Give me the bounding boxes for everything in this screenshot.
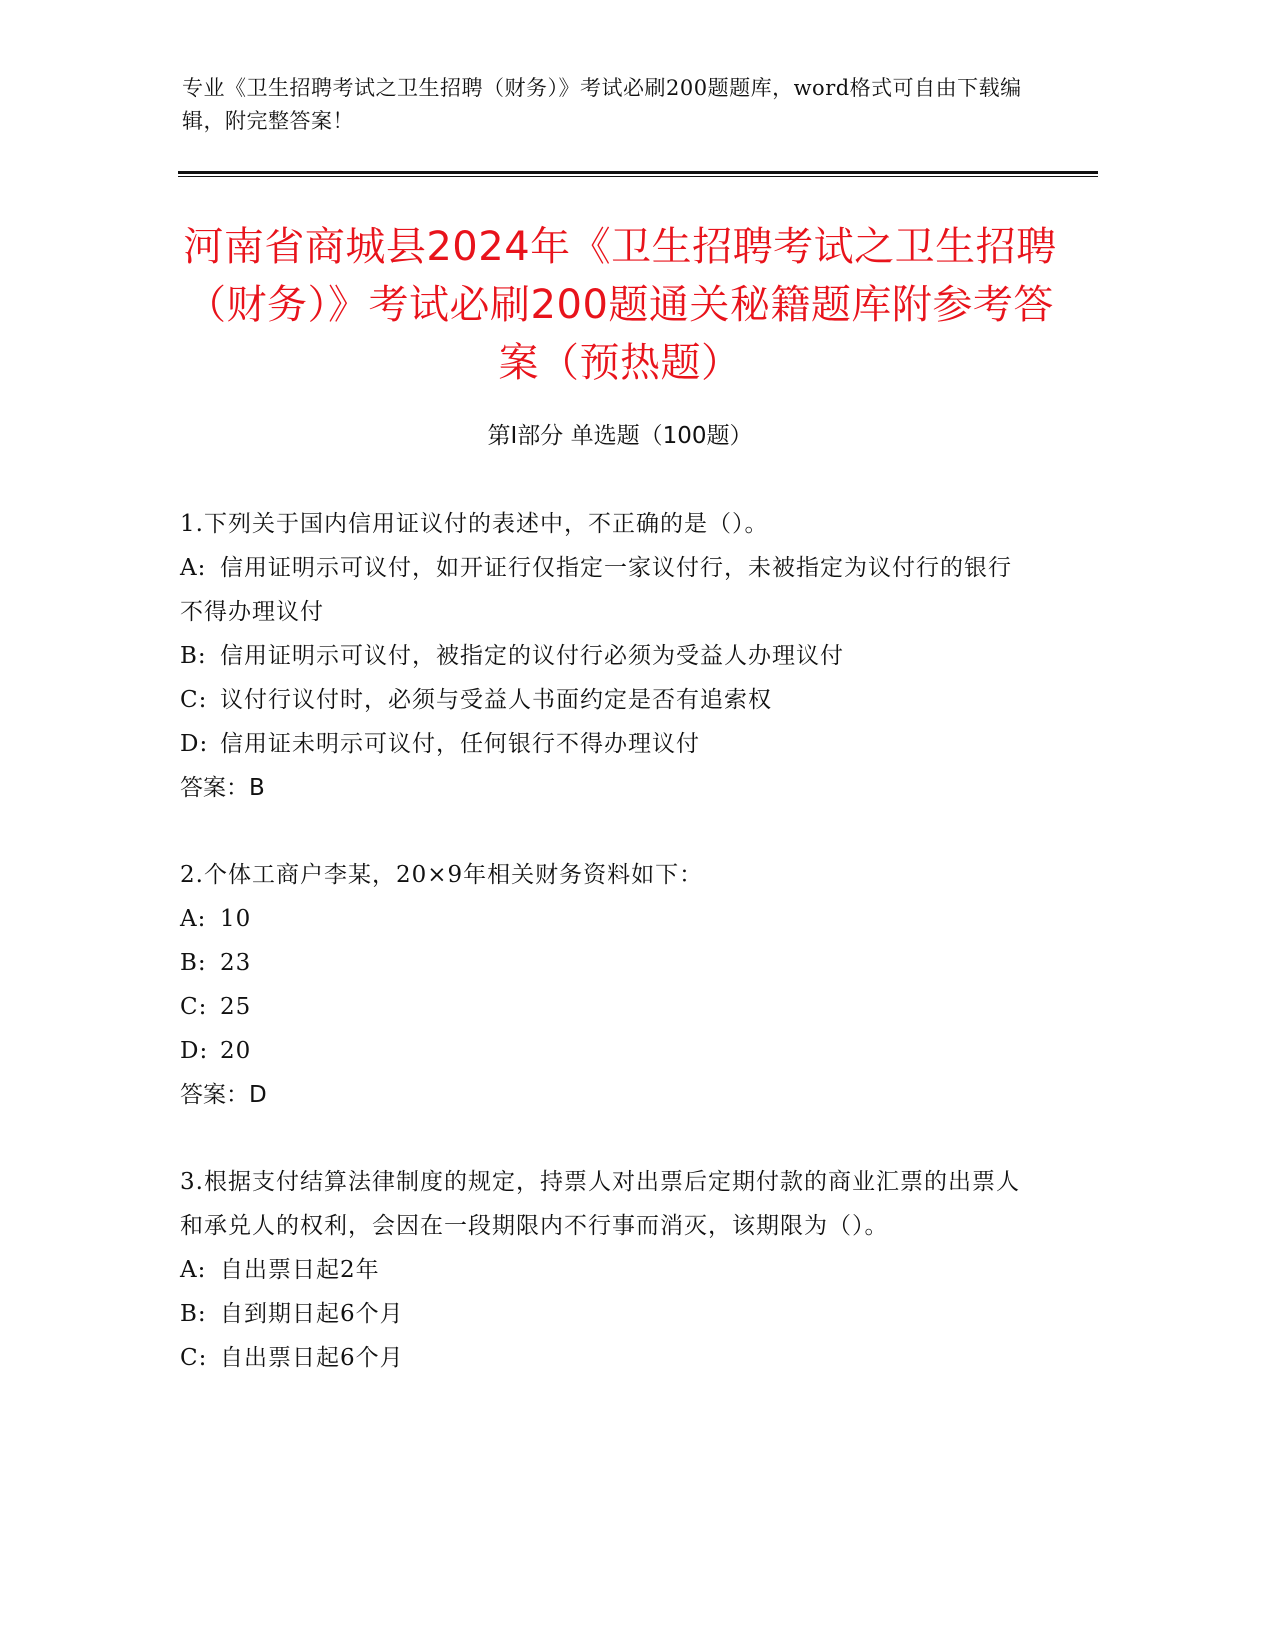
option-letter: D: [180,1038,209,1064]
document-title: 河南省商城县2024年《卫生招聘考试之卫生招聘（财务）》考试必刷200题通关秘籍题库附参考答案（预热题） [183,224,1057,386]
option-letter: B: [180,1301,207,1327]
question-list [180,502,1030,1423]
option-text: 自到期日起6个月 [220,1301,404,1327]
option-text: 信用证明示可议付，如开证行仅指定一家议付行，未被指定为议付行的银行不得办理议付 [180,555,1012,625]
option-d [180,1029,1030,1073]
question-1 [180,502,1030,810]
option-letter: A: [180,906,207,932]
header-divider-thin [178,176,1098,177]
option-text: 自出票日起6个月 [220,1345,404,1371]
option-text: 议付行议付时，必须与受益人书面约定是否有追索权 [220,687,772,713]
question-stem: 1.下列关于国内信用证议付的表述中，不正确的是（）。 [180,511,769,537]
header-note: 专业《卫生招聘考试之卫生招聘（财务）》考试必刷200题题库，word格式可自由下载编辑，附完整答案！ [182,76,1022,133]
answer: 答案：D [180,1082,267,1108]
option-c [180,678,1030,722]
option-c [180,1336,1030,1380]
option-letter: B: [180,950,207,976]
option-letter: C: [180,687,208,713]
option-b [180,941,1030,985]
option-a [180,1248,1030,1292]
option-letter: D: [180,731,209,757]
option-letter: B: [180,643,207,669]
answer: 答案：B [180,775,265,801]
question-stem: 3.根据支付结算法律制度的规定，持票人对出票后定期付款的商业汇票的出票人和承兑人的权利，会因在一段期限内不行事而消灭，该期限为（）。 [180,1169,1020,1239]
option-text: 20 [220,1038,252,1064]
option-letter: C: [180,1345,208,1371]
section-title: 第Ⅰ部分 单选题（100题） [487,423,753,449]
option-d [180,722,1030,766]
question-2 [180,853,1030,1117]
option-text: 10 [220,906,252,932]
option-letter: C: [180,994,208,1020]
option-text: 信用证明示可议付，被指定的议付行必须为受益人办理议付 [220,643,844,669]
option-letter: A: [180,1257,207,1283]
option-letter: A: [180,555,207,581]
question-stem: 2.个体工商户李某，20×9年相关财务资料如下： [180,862,704,888]
option-text: 信用证未明示可议付，任何银行不得办理议付 [220,731,700,757]
option-b [180,1292,1030,1336]
option-a [180,546,1030,634]
header-divider-thick [178,171,1098,174]
option-text: 25 [220,994,252,1020]
option-b [180,634,1030,678]
option-text: 自出票日起2年 [220,1257,380,1283]
option-c [180,985,1030,1029]
option-text: 23 [220,950,252,976]
option-a [180,897,1030,941]
question-3 [180,1160,1030,1380]
